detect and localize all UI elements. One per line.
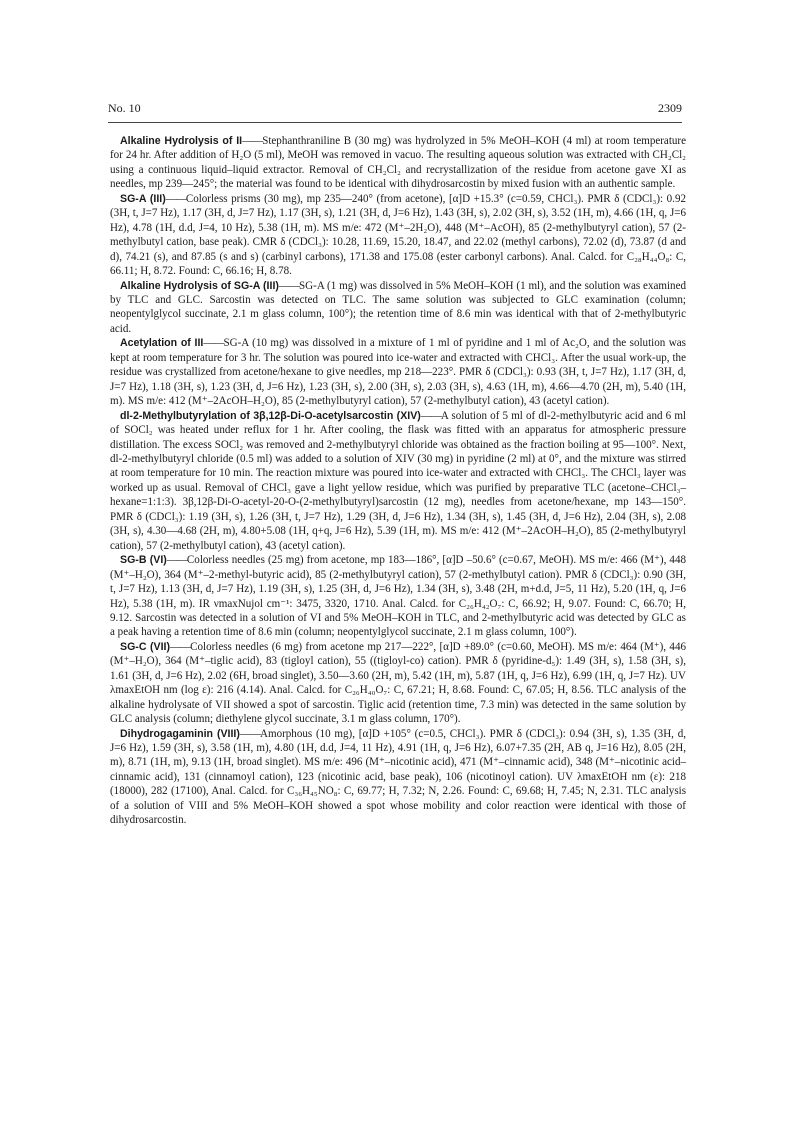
paragraph-heading: SG-A (III) [120, 192, 166, 205]
paragraph-dihydrogagaminin [110, 727, 686, 828]
paragraph-text: Colorless prisms (30 mg), mp 235—240° (from acetone), [α]D +15.3° (c=0.59, CHCl₃). PMR δ (CDCl₃): 0.92 (3H, t, J=7 Hz), 1.17 (3H, d, J=7 Hz), 1.17 (3H, s), 1.21 (3H, d, J=6 Hz), 1.43 (3H, s), 2.02 (3H, s), 3.52 (1H, m), 4.66 (1H, q, J=6 Hz), 4.78 (1H, d.d, J=4, 10 Hz), 5.38 (1H, m). MS m/e: 472 (M⁺–2H₂O), 448 (M⁺–AcOH), 85 (2-methylbutyryl cation), 57 (2-methylbutyl cation, base peak). CMR δ (CDCl₃): 10.28, 11.69, 15.20, 18.47, and 22.02 (methyl carbons), 72.02 (d), 73.87 (d and d), 74.21 (s), and 87.85 (s and s) (carbinyl carbons), 171.38 and 175.08 (ester carbonyl carbons). Anal. Calcd. for C₂₈H₄₄O₈: C, 66.11; H, 8.72. Found: C, 66.16; H, 8.78. [110, 192, 686, 278]
paragraph-text: Colorless needles (6 mg) from acetone mp 217—222°, [α]D +89.0° (c=0.60, MeOH). MS m/e: 464 (M⁺), 446 (M⁺–H₂O), 364 (M⁺–tiglic acid), 83 (tigloyl cation), 55 ((tigloyl-co) cation). PMR δ (pyridine-d₅): 1.49 (3H, s), 1.58 (3H, s), 1.61 (3H, d, J=6 Hz), 2.02 (6H, broad singlet), 3.50—3.60 (2H, m), 5.42 (1H, m), 5.87 (1H, q, J=6 Hz), 6.99 (1H, q, J=7 Hz). UV λmaxEtOH nm (log ε): 216 (4.14). Anal. Calcd. for C₂₆H₄₀O₇: C, 67.21; H, 8.68. Found: C, 67.05; H, 8.56. TLC analysis of the alkaline hydrolysate of VII showed a spot of sarcostin. Tiglic acid (retention time, 7.3 min) was detected in the same solution by GLC analysis (column; diethylene glycol succinate, 3.1 m glass column, 170°). [110, 640, 686, 726]
paragraph-text: SG-A (10 mg) was dissolved in a mixture of 1 ml of pyridine and 1 ml of Ac₂O, and the solution was kept at room temperature for 3 hr. The solution was poured into ice-water and extracted with CHCl₃. After the usual work-up, the residue was crystallized from acetone/hexane to give needles, mp 218—223°. PMR δ (CDCl₃): 0.93 (3H, t, J=7 Hz), 1.17 (3H, d, J=7 Hz), 1.18 (3H, s), 1.23 (3H, d, J=6 Hz), 1.23 (3H, s), 2.00 (3H, s), 2.03 (3H, s), 4.63 (1H, m), 4.66—4.70 (2H, m), 5.40 (1H, m). MS m/e: 412 (M⁺–2AcOH–H₂O), 85 (2-methylbutyryl cation), 57 (2-methylbutyl cation), 43 (acetyl cation). [110, 337, 686, 408]
paragraph-heading: dl-2-Methylbutyrylation of 3β,12β-Di-O-acetylsarcostin (XIV) [120, 409, 421, 422]
heading-dash: —— [242, 135, 263, 147]
paragraph-text: Amorphous (10 mg), [α]D +105° (c=0.5, CHCl₃). PMR δ (CDCl₃): 0.94 (3H, s), 1.35 (3H, d, J=6 Hz), 1.59 (3H, s), 3.58 (1H, m), 4.80 (1H, d.d, J=4, 11 Hz), 4.91 (1H, q, J=6 Hz), 6.07+7.35 (2H, AB q, J=16 Hz), 8.05 (2H, m), 8.71 (1H, m), 9.13 (1H, broad singlet). MS m/e: 496 (M⁺–nicotinic acid), 471 (M⁺–cinnamic acid), 348 (M⁺–nicotinic acid–cinnamic acid), 131 (cinnamoyl cation), 123 (nicotinic acid, base peak), 106 (nicotinoyl cation). UV λmaxEtOH nm (ε): 218 (18000), 282 (17100), Anal. Calcd. for C₃₆H₄₅NO₈: C, 69.77; H, 7.32; N, 2.26. Found: C, 69.68; H, 7.45; N, 2.31. TLC analysis of a solution of VIII and 5% MeOH–KOH showed a spot whose mobility and color reaction were identical with those of dihydrosarcostin. [110, 727, 687, 827]
paragraph-text: A solution of 5 ml of dl-2-methylbutyric acid and 6 ml of SOCl₂ was heated under reflux for 1 hr. After cooling, the flask was fitted with an apparatus for atmospheric pressure distillation. The excess SOCl₂ was removed and 2-methylbutyryl chloride was obtained as the fraction boiling at 95—100°. Next, dl-2-methylbutyryl chloride (0.5 ml) was added to a solution of XIV (30 mg) in pyridine (2 ml) at 0°, and the mixture was stirred at room temperature for 10 min. The reaction mixture was poured into ice-water and extracted with CHCl₃. The CHCl₃ layer was worked up as usual. Removal of CHCl₃ gave a light yellow residue, which was purified by preparative TLC (acetone–CHCl₃–hexane=1:1:3). 3β,12β-Di-O-acetyl-20-O-(2-methylbutyryl)sarcostin (12 mg), needles from acetone/hexane, mp 143—150°. PMR δ (CDCl₃): 1.19 (3H, s), 1.26 (3H, t, J=7 Hz), 1.29 (3H, d, J=6 Hz), 1.34 (3H, s), 1.45 (3H, d, J=6 Hz), 2.04 (3H, s), 2.08 (3H, s), 4.30—4.68 (2H, m), 4.80+5.08 (1H, q+q, J=6 Hz), 5.39 (1H, m). MS m/e: 412 (M⁺–2AcOH–H₂O), 85 (2-methylbutyryl cation), 57 (2-methylbutyl cation), 43 (acetyl cation). [110, 409, 686, 552]
experimental-text [110, 134, 686, 828]
paragraph-heading: Acetylation of III [120, 337, 204, 350]
heading-dash: —— [239, 727, 260, 740]
heading-dash: —— [165, 192, 186, 205]
paragraph-heading: SG-B (VI) [120, 554, 167, 567]
heading-dash: —— [420, 409, 441, 422]
paragraph-heading: SG-C (VII) [120, 640, 171, 653]
paragraph-text: SG-A (1 mg) was dissolved in 5% MeOH–KOH (1 ml), and the solution was examined by TLC and GLC. Sarcostin was detected on TLC. The same solution was subjected to GLC examination (column; neopentylglycol succinate, 2.1 m glass column, 100°); the retention time of 8.6 min was identical with that of 2-methylbutyric acid. [110, 279, 686, 335]
paragraph-methylbutyrylation-xiv [110, 409, 686, 554]
paragraph-alkaline-hydrolysis-ii [110, 134, 686, 192]
paragraph-heading: Alkaline Hydrolysis of SG-A (III) [120, 279, 279, 292]
paragraph-acetylation-iii [110, 336, 686, 408]
paragraph-alkaline-hydrolysis-sg-a [110, 279, 686, 337]
paragraph-sg-b [110, 553, 686, 640]
paragraph-text: Stephanthraniline B (30 mg) was hydrolyzed in 5% MeOH–KOH (4 ml) at room temperature for 24 hr. After addition of H₂O (5 ml), MeOH was removed in vacuo. The resulting aqueous solution was extracted with CH₂Cl₂ using a continuous liquid–liquid extractor. Removal of CH₂Cl₂ and recrystallization of the residue from acetone gave XI as needles, mp 239—245°; the material was found to be identical with dihydrosarcostin by mixed fusion with an authentic sample. [110, 135, 686, 191]
running-header [108, 101, 682, 115]
paragraph-heading: Dihydrogagaminin (VIII) [120, 727, 240, 740]
page-number: 2309 [658, 101, 682, 115]
heading-dash: —— [166, 554, 187, 567]
paragraph-sg-c [110, 640, 686, 727]
heading-dash: —— [203, 337, 224, 350]
header-rule [108, 122, 682, 123]
heading-dash: —— [278, 279, 300, 292]
issue-number: No. 10 [108, 101, 141, 115]
paragraph-text: Colorless needles (25 mg) from acetone, mp 183—186°, [α]D –50.6° (c=0.67, MeOH). MS m/e: 466 (M⁺), 448 (M⁺–H₂O), 364 (M⁺–2-methyl-butyric acid), 85 (2-methylbutyryl cation), 57 (2-methylbutyl cation). PMR δ (CDCl₃): 0.90 (3H, t, J=7 Hz), 1.13 (3H, d, J=7 Hz), 1.19 (3H, s), 1.25 (3H, d, J=6 Hz), 1.34 (3H, s), 3.48 (2H, m+d.d, J=5, 11 Hz), 5.20 (1H, q, J=6 Hz), 5.38 (1H, m). IR νmaxNujol cm⁻¹: 3475, 3320, 1710. Anal. Calcd. for C₂₆H₄₂O₇: C, 66.92; H, 9.07. Found: C, 66.70; H, 9.12. Sarcostin was detected in a solution of VI and 5% MeOH–KOH in TLC, and 2-methylbutyric acid was detected by GLC as a peak having a retention time of 8.6 min (column; neopentylglycol succinate, 2.1 m glass column, 100°). [110, 554, 687, 639]
paragraph-sg-a [110, 192, 686, 279]
heading-dash: —— [170, 640, 191, 653]
paragraph-heading: Alkaline Hydrolysis of II [120, 135, 243, 147]
